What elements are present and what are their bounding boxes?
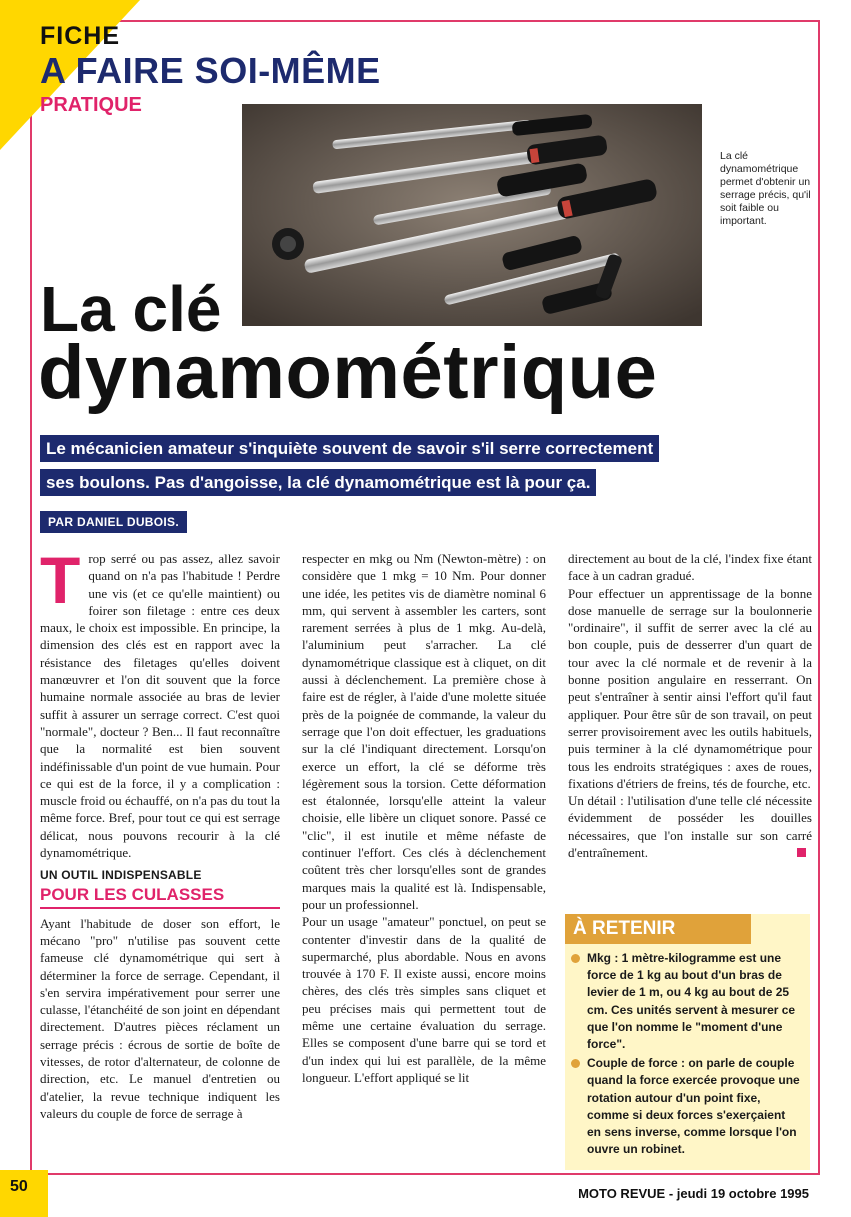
- col3-paragraph-2: Pour effectuer un apprentissage de la bonne dose manuelle de serrage sur la boulonnerie "ordinaire", il suffit de serrer avec la clé au bon couple, puis de desserrer d'un quart de tour avec la clé normale et de revenir à la bonne position angulaire en resserrant. On peut s'entraîner à sentir ainsi l'effort qu'il faut appliquer. Pour être sûr de son travail, on peut serrer provisoirement avec les outils habituels, puis terminer à la clé dynamométrique pour tous les endroits stratégiques : axes de roues, fixations d'étriers de freins, tés de fourche, etc.: [568, 585, 812, 791]
- key-points-body: [565, 944, 810, 1158]
- col3-paragraph-3-text: Un détail : l'utilisation d'une telle clé nécessite évidemment de posséder les douilles nécessaires, que l'on installe sur son carré d'entraînement.: [568, 793, 812, 861]
- col1-paragraph-1: rop serré ou pas assez, allez savoir quand on n'a pas l'habitude ! Perdre une vis (et ce qu'elle maintient) ou foirer son filetage : entre ces deux maux, le choix est impossible. En principe, la dimension des clés est en rapport avec la résistance des filetages qu'elles doivent manœuvrer et l'on dit souvent que la force humaine normale associée au bras de levier suffit à assurer un serrage correct. C'est quoi "normale", docteur ? Ben... Il faut reconnaître que la normalité est bien souvent indéfinissable d'un point de vue humain. Pour ce qui est de la force, il y a complication : muscle froid ou échauffé, on n'a pas du tout la même force. Bref, pour tout ce qui est serrage délicat, nous pouvons recourir à la clé dynamométrique.: [40, 551, 280, 861]
- col2-paragraph-2: Pour un usage "amateur" ponctuel, on peut se contenter d'investir dans de la qualité de supermarché, plus abordable. Nous en avons trouvée à 170 F. Il existe aussi, encore moins chères, des clés très simples sans cliquet et peu précises mais qui permettent tout de même une certaine évaluation du serrage. Elles se composent d'une barre qui se tord et d'un index qui lui est parallèle, de la même longueur. L'effort appliqué se lit: [302, 914, 546, 1085]
- key-points-title: À RETENIR: [565, 914, 751, 944]
- publication-footer: MOTO REVUE - jeudi 19 octobre 1995: [578, 1186, 809, 1201]
- subhead-title: POUR LES CULASSES: [40, 885, 280, 909]
- standfirst-line-1: Le mécanicien amateur s'inquiète souvent de savoir s'il serre correctement: [40, 435, 659, 462]
- byline: PAR DANIEL DUBOIS.: [40, 511, 187, 533]
- section-kicker-sub: PRATIQUE: [40, 94, 142, 116]
- photo-caption: La clé dynamométrique permet d'obtenir un serrage précis, qu'il soit faible ou important.: [720, 150, 811, 227]
- key-point-item: Couple de force : on parle de couple quand la force exercée provoque une rotation autour d'un point fixe, comme si deux forces s'exerçaient en sens inverse, comme lorsque l'on ouvre un robinet.: [571, 1055, 800, 1158]
- section-kicker-top: FICHE: [40, 22, 120, 50]
- col2-paragraph-1: respecter en mkg ou Nm (Newton-mètre) : on considère que 1 mkg = 10 Nm. Pour donner une idée, les petites vis de diamètre nominal 6 mm, qui servent à assembler les carters, sont rarement serrées à plus de 1 mkg. Au-delà, l'aluminium peut s'arracher. La clé dynamométrique classique est à cliquet, on dit aussi à déclenchement. La première chose à faire est de régler, à l'aide d'une molette située près de la poignée de commande, la valeur du serrage que l'on doit effectuer, les graduations sur la clé l'indiquant directement. Lorsqu'on exerce un effort, la clé se déforme très légèrement sous la torsion. Cette déformation est étalonnée, lorsqu'elle atteint la valeur choisie, elle libère un cliquet sonore. Passé ce "clic", il est inutile et même néfaste de continuer l'effort. Ces clés à déclenchement coûtent très cher lorsqu'elles sont de grandes marques mais la qualité est là. Indispensable, pour un professionnel.: [302, 551, 546, 912]
- standfirst: [40, 432, 800, 500]
- article-column-3: [568, 550, 812, 861]
- col3-paragraph-1: directement au bout de la clé, l'index fixe étant face à un cadran gradué.: [568, 551, 812, 584]
- drop-cap: T: [40, 543, 81, 617]
- wrench-illustration: [242, 104, 702, 326]
- col3-paragraph-3: [568, 792, 812, 861]
- article-column-2: [302, 550, 546, 1086]
- standfirst-line-2: ses boulons. Pas d'angoisse, la clé dynamométrique est là pour ça.: [40, 469, 596, 496]
- end-mark-icon: [797, 848, 806, 857]
- torque-wrench-photo: [242, 104, 702, 326]
- key-points-box: [565, 914, 810, 1170]
- section-kicker-main: A FAIRE SOI-MÊME: [40, 50, 381, 91]
- col1-paragraph-2: Ayant l'habitude de doser son effort, le mécano "pro" n'utilise pas souvent cette fameuse clé dynamométrique qui sert à déterminer la force de serrage. Cependant, il s'en servira impérativement pour serrer une culasse, l'étanchéité de son joint en dépendant directement. D'autres pièces réclament un serrage précis : écrous de sortie de boîte de vitesses, de rotor d'alternateur, de colonne de direction, etc. Le manuel d'entretien ou d'atelier, la revue technique indiquent les valeurs du couple de force de serrage à: [40, 915, 280, 1121]
- subhead-kicker: UN OUTIL INDISPENSABLE: [40, 868, 202, 883]
- headline-line-1: La clé: [40, 273, 222, 345]
- page-number: 50: [0, 1170, 48, 1217]
- article-column-1: [40, 543, 280, 1122]
- key-point-item: Mkg : 1 mètre-kilogramme est une force de 1 kg au bout d'un bras de levier de 1 m, ou 4 kg au bout de 25 cm. Ces unités servent à mesurer ce que l'on nomme le "moment d'une force".: [571, 950, 800, 1053]
- headline-line-2: dynamométrique: [38, 330, 658, 415]
